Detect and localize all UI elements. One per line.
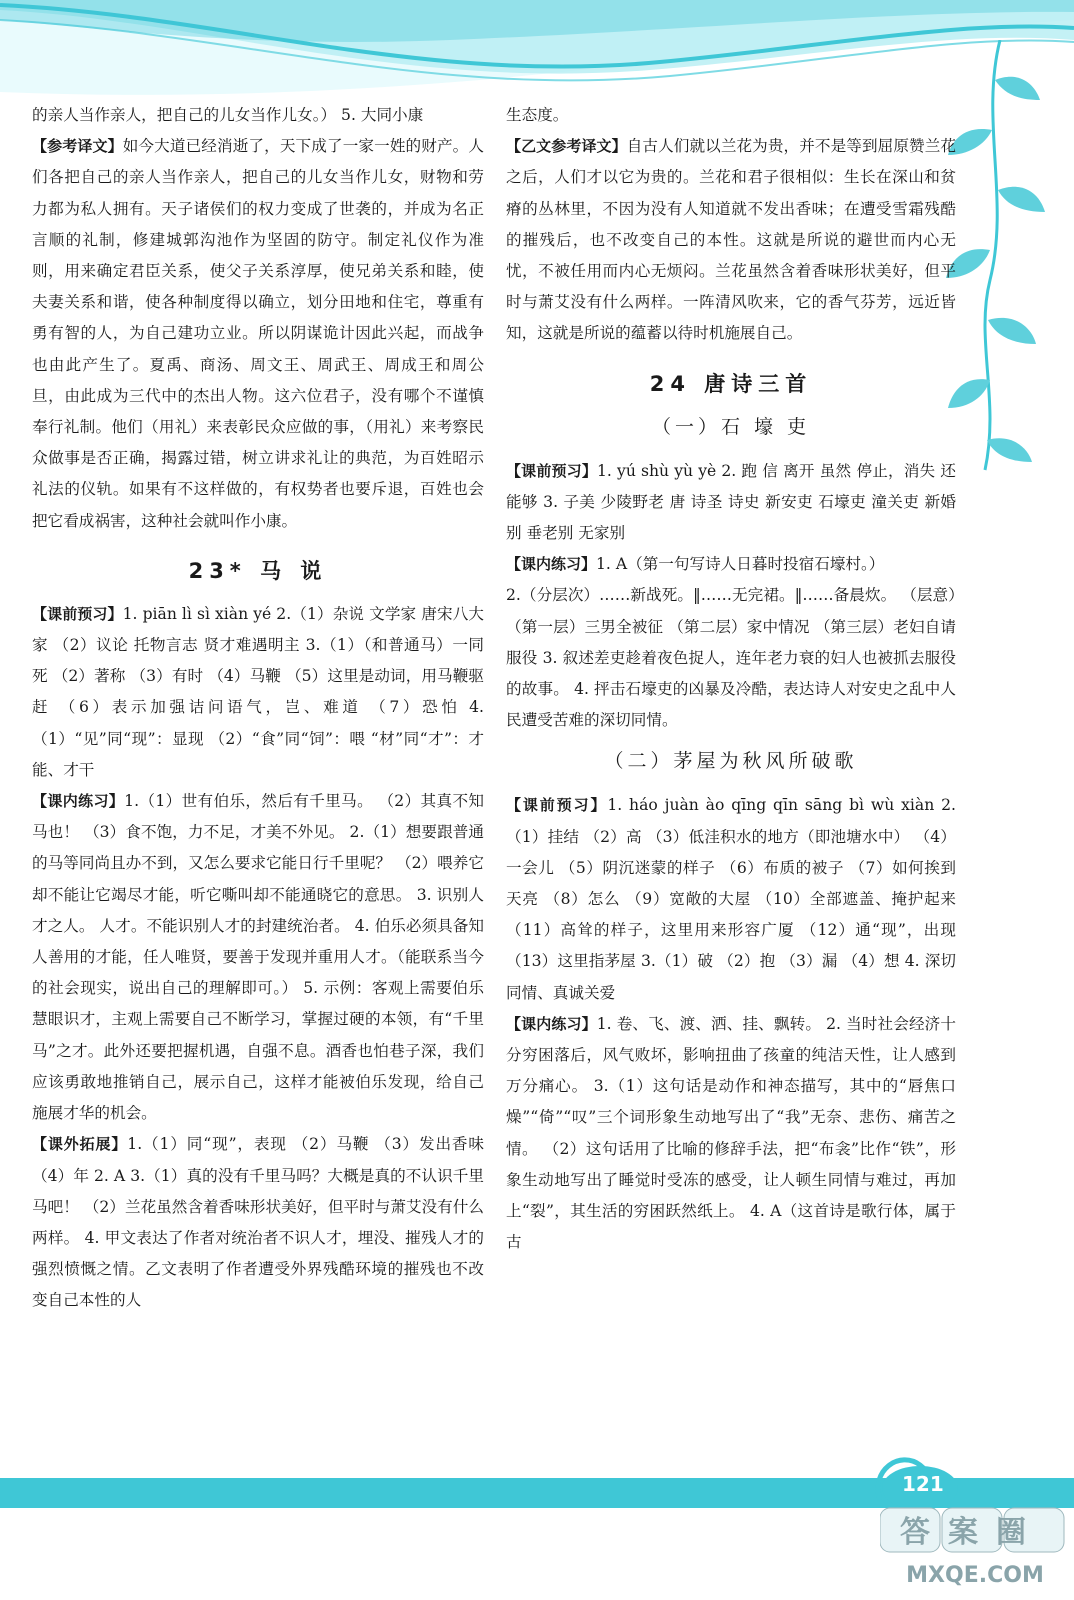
preview-1-tag: 【课前预习】: [506, 461, 598, 480]
watermark-text: 答案圈: [900, 1515, 1044, 1550]
preview-tag: 【课前预习】: [32, 604, 123, 623]
preview-2-text: 1. háo juàn ào qīng qīn sāng bì wù xiàn 2.（1）挂结 （2）高 （3）低洼积水的地方（即池塘水中） （4）一会儿 （5）阴沉迷蒙的样子 （6）布质的被子 （7）如何挨到天亮 （8）怎么 （9）宽敞的大屋 （10）全部遮盖、掩护起来 （11）高耸的样子，这里用来形容广厦 （12）通“现”，出现 （13）这里指茅屋 3.（1）破 （2）抱 （3）漏 （4）想 4. 深切同情、真诚关爱: [506, 796, 956, 1002]
inclass-text: 1.（1）世有伯乐，然后有千里马。 （2）其真不知马也！ （3）食不饱，力不足，才美不外见。 2.（1）想要跟普通的马等同尚且办不到，又怎么要求它能日行千里呢？ （2）喂养它却不能让它竭尽才能，听它嘶叫却不能通晓它的意思。 3. 识别人才之人。 人才。不能识别人才的封建统治者。 4. 伯乐必须具备知人善用的才能，任人唯贤，要善于发现并重用人才。（能联系当今的社会现实，说出自己的理解即可。） 5. 示例：客观上需要伯乐慧眼识才，主观上需要自己不断学习，掌握过硬的本领，有“千里马”之才。此外还要把握机遇，自强不息。酒香也怕巷子深，我们应该勇敢地推销自己，展示自己，这样才能被伯乐发现，给自己施展才华的机会。: [32, 792, 484, 1123]
inclass-1-tag: 【课内练习】: [506, 555, 597, 574]
extension-text: 1.（1）同“现”，表现 （2）马鞭 （3）发出香味 （4）年 2. A 3.（1）真的没有千里马吗？大概是真的不认识千里马吧！ （2）兰花虽然含着香味形状美好，但平时与萧艾没有什么两样。 4. 甲文表达了作者对统治者不识人才，埋没、摧残人才的强烈愤慨之情。乙文表明了作者遭受外界残酷环境的摧残也不改变自己本性的人: [32, 1135, 484, 1310]
yi-translation-tag: 【乙文参考译文】: [506, 137, 627, 156]
page-number: 121: [902, 1472, 944, 1496]
top-wave-decoration: [0, 0, 1074, 100]
inclass-tag: 【课内练习】: [32, 792, 125, 811]
translation-para: [32, 131, 484, 537]
left-para-1: 的亲人当作亲人，把自己的儿女当作儿女。） 5. 大同小康: [32, 106, 424, 124]
extension-para: [32, 1129, 484, 1316]
inclass-2-tag: 【课内练习】: [506, 1014, 597, 1033]
subsection-1-title: （一）石 壕 吏: [651, 415, 811, 438]
translation-tag: 【参考译文】: [32, 137, 123, 156]
preview-text: 1. piān lì sì xiàn yé 2.（1）杂说 文学家 唐宋八大家 （2）议论 托物言志 贤才难遇明主 3.（1）（和普通马）一同死 （2）著称 （3）有时 （4）马鞭 （5）这里是动词，用马鞭驱赶 （6）表示加强诘问语气，岂、难道 （7）恐怕 4.（1）“见”同“现”：显现 （2）“食”同“饲”：喂 “材”同“才”：才能、才干: [32, 604, 484, 779]
yi-translation-para: [506, 131, 956, 349]
preview-2-tag: 【课前预习】: [506, 796, 608, 815]
inclass-1-text-a: 1. A（第一句写诗人日暮时投宿石壕村。）: [596, 555, 885, 574]
lesson-23-title: 23* 马 说: [188, 558, 328, 583]
right-column: [506, 100, 956, 1259]
inclass-2-para: [506, 1009, 956, 1259]
inclass-2-text: 1. 卷、飞、渡、洒、挂、飘转。 2. 当时社会经济十分穷困落后，风气败坏，影响扭曲了孩童的纯洁天性，让人感到万分痛心。 3.（1）这句话是动作和神态描写，其中的“唇焦口燥”“倚”“叹”三个词形象生动地写出了“我”无奈、悲伤、痛苦之情。 （2）这句话用了比喻的修辞手法，把“布衾”比作“铁”，形象生动地写出了睡觉时受冻的感受，让人顿生同情与难过，再加上“裂”，其生活的穷困跃然纸上。 4. A（这首诗是歌行体，属于古: [506, 1014, 956, 1252]
subsection-2-title: （二）茅屋为秋风所破歌: [604, 750, 858, 773]
vine-decoration: [940, 40, 1060, 480]
inclass-1-para-b: 2.（分层次）……新战死。‖……无完裙。‖……备晨炊。 （层意）（第一层）三男全被征 （第二层）家中情况 （第三层）老妇自请服役 3. 叙述差吏趁着夜色捉人，连年老力衰的妇人也被抓去服役的故事。 4. 抨击石壕吏的凶暴及冷酷，表达诗人对安史之乱中人民遭受苦难的深切同情。: [506, 586, 956, 730]
preview-1-text: 1. yú shù yù yè 2. 跑 信 离开 虽然 停止，消失 还能够 3. 子美 少陵野老 唐 诗圣 诗史 新安吏 石壕吏 潼关吏 新婚别 垂老别 无家别: [506, 461, 956, 543]
right-para-1: 生态度。: [506, 106, 569, 124]
yi-translation-text: 自古人们就以兰花为贵，并不是等到屈原赞兰花之后，人们才以它为贵的。兰花和君子很相似：生长在深山和贫瘠的丛林里，不因为没有人知道就不发出香味；在遭受雪霜残酷的摧残后，也不改变自己的本性。这就是所说的避世而内心无忧，不被任用而内心无烦闷。兰花虽然含着香味形状美好，但平时与萧艾没有什么两样。一阵清风吹来，它的香气芬芳，远近皆知，这就是所说的蕴蓄以待时机施展自己。: [506, 137, 956, 343]
left-column: [32, 100, 484, 1317]
inclass-1-para-a: [506, 549, 956, 580]
translation-text: 如今大道已经消逝了，天下成了一家一姓的财产。人们各把自己的亲人当作亲人，把自己的儿女当作儿女，财物和劳力都为私人拥有。天子诸侯们的权力变成了世袭的，并成为名正言顺的礼制，修建城郭沟池作为坚固的防守。制定礼仪作为准则，用来确定君臣关系，使父子关系淳厚，使兄弟关系和睦，使夫妻关系和谐，使各种制度得以确立，划分田地和住宅，尊重有勇有智的人，为自己建功立业。所以阴谋诡计因此兴起，而战争也由此产生了。夏禹、商汤、周文王、周武王、周成王和周公旦，由此成为三代中的杰出人物。这六位君子，没有哪个不谨慎奉行礼制。他们（用礼）来表彰民众应做的事，（用礼）来考察民众做事是否正确，揭露过错，树立讲求礼让的典范，为百姓昭示礼法的仪轨。如果有不这样做的，有权势者也要斥退，百姓也会把它看成祸害，这种社会就叫作小康。: [32, 137, 484, 530]
extension-tag: 【课外拓展】: [32, 1135, 128, 1154]
preview-2-para: [506, 790, 956, 1008]
watermark-logo: [880, 1500, 1070, 1596]
watermark-url: MXQE.COM: [906, 1563, 1044, 1588]
inclass-para: [32, 786, 484, 1129]
preview-para: [32, 599, 484, 786]
lesson-24-title: 24 唐诗三首: [649, 371, 813, 396]
preview-1-para: [506, 456, 956, 550]
